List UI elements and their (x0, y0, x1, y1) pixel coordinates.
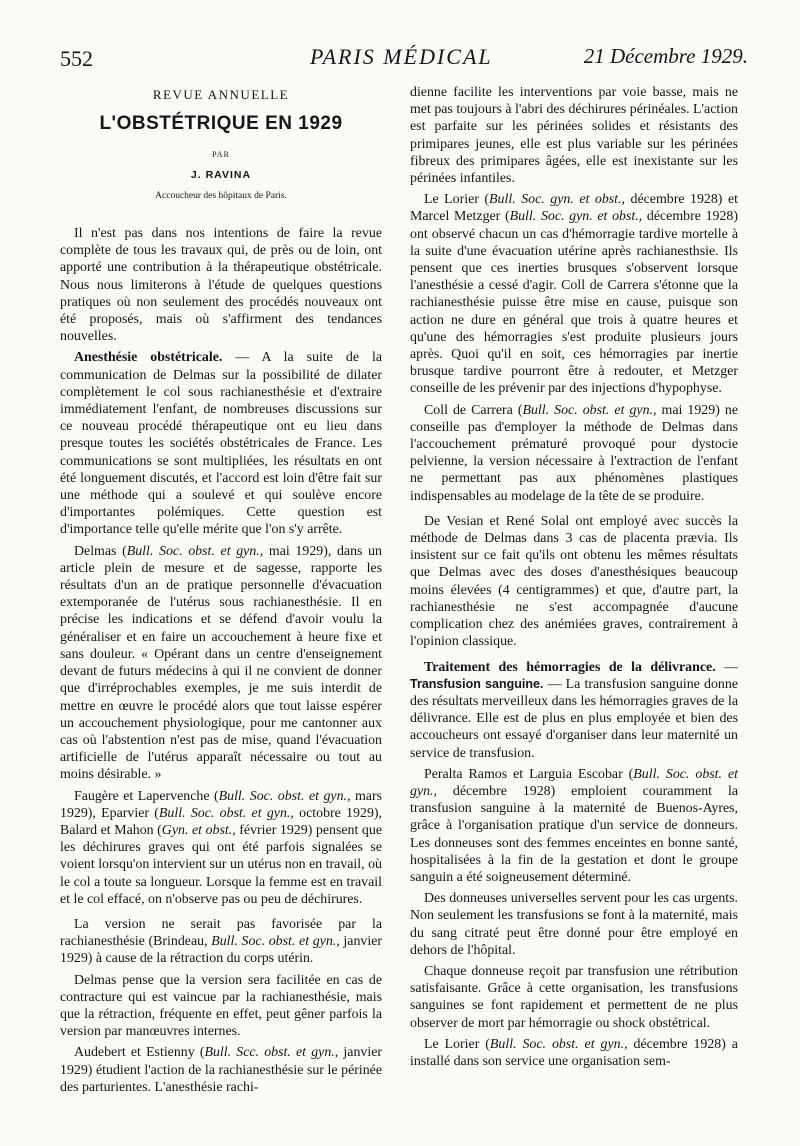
journal-reference: Bull. Soc. obst. et gyn., (211, 934, 340, 950)
paragraph-text: décembre 1928) et Marcel Metzger ( (410, 192, 738, 225)
coll-paragraph (410, 402, 738, 505)
intro-paragraph: Il n'est pas dans nos intentions de faire la revue complète de tous les travaux qui, de près ou de loin, ont apporté une contribution à la thérapeutique obstétricale. Nous nous limiterons à l'étude de quelques questions pratiques où non seulement des procédés nouveaux ont été proposés, mais où s'affirment des tendances nouvelles. (60, 226, 382, 345)
delmas-paragraph (60, 543, 382, 784)
paragraph-text: mai 1929) ne conseille pas d'employer la méthode de Delmas dans l'accouchement prématuré provoqué pour dystocie pelvienne, la version nécessaire à l'extraction de l'enfant ne permettant pas aux phénomènes plastiques indispensables au modelage de la tête de se produire. (410, 402, 738, 504)
faugere-paragraph (60, 788, 382, 908)
journal-reference: Bull. Soc. obst. et gyn., (410, 766, 738, 799)
traitement-heading: Traitement des hémorragies de la délivrance. (424, 659, 716, 675)
journal-reference: Bull. Soc. obst. et gyn., (489, 1036, 628, 1052)
page-header (60, 44, 748, 76)
paragraph-text: janvier 1929) à cause de la rétraction du corps utérin. (60, 934, 382, 967)
journal-reference: Gyn. et obst., (161, 822, 236, 838)
anesthesia-body: — A la suite de la communication de Delmas sur la possibilité de dilater complètement le col sous rachianesthésie et d'extraire immédiatement l'enfant, de nombreuses discussions sur ce nouveau procédé thérapeutique ont eu lieu dans presque toutes les sociétés obstétricales de France. Les communications se sont multipliées, les résultats en ont été longuement discutés, et l'accord est loin d'être fait sur une méthode qui a soulevé et qui soulève encore d'importantes polémiques. Cette question est d'importance telle qu'elle mérite que l'on s'y arrête. (60, 350, 382, 538)
paragraph-text: Audebert et Estienny ( (74, 1045, 205, 1061)
page-number: 552 (60, 46, 93, 71)
vesian-paragraph: De Vesian et René Solal ont employé avec succès la méthode de Delmas dans 3 cas de placenta prævia. Ils insistent sur ce fait qu'ils ont obtenu les mêmes résultats que Delmas avec des doses d'anesthésiques beaucoup moins élevées (4 centigrammes) et que, d'autre part, la rachianesthésie ne s'est accompagnée d'aucune complication chez des anémiées graves, contrairement à l'opinion classique. (410, 513, 738, 650)
paragraph-text: janvier 1929) étudient l'action de la rachianesthésie sur le périnée des parturientes. L'anesthésie rachi- (60, 1045, 382, 1095)
by-line: PAR (212, 150, 230, 160)
journal-reference: Bull. Soc. obst. et gyn., (522, 402, 657, 418)
chaque-paragraph: Chaque donneuse reçoit par transfusion une rétribution satisfaisante. Grâce à cette organisation, les transfusions sanguines se font rapidement et permettent de ne plus observer de mort par hémorragie ou shock obstétrical. (410, 963, 738, 1031)
journal-reference: Bull. Soc. gyn. et obst., (509, 209, 643, 225)
donneuses-paragraph: Des donneuses universelles servent pour les cas urgents. Non seulement les transfusions se font à la maternité, mais du sang citraté peut être donné pour être employé en dehors de l'hôpital. (410, 891, 738, 958)
journal-reference: Bull. Soc. obst. et gyn., (218, 788, 351, 804)
issue-date: 21 Décembre 1929. (583, 44, 748, 68)
paragraph-text: mars 1929), Eparvier ( (60, 788, 382, 821)
paragraph-text: Delmas ( (74, 543, 127, 559)
lorier-paragraph (410, 191, 738, 397)
anesthesia-heading: Anesthésie obstétricale. (74, 350, 223, 366)
paragraph-text: Le Lorier ( (424, 192, 490, 208)
author-name: J. RAVINA (190, 168, 252, 181)
paragraph-text: décembre 1928) a installé dans son service une organisation sem- (410, 1036, 738, 1069)
right-column (410, 84, 738, 1074)
paragraph-text: Coll de Carrera ( (424, 402, 523, 418)
paragraph-text: mai 1929), dans un article plein de mesure et de sagesse, rapporte les résultats d'un an de pratique personnelle d'évacuation extemporanée de l'utérus sous rachianesthésie. Il en précise les indications et se défend d'avoir voulu la généraliser et en faire un accouchement à heure fixe et sans douleur. « Opérant dans un centre d'enseignement devant de futurs médecins à qui il ne convient de donner que d'irréprochables exemples, je me suis interdit de mettre en œuvre le procédé alors que tout laisse espérer un accouchement physiologique, pour me cantonner aux cas où l'abstention n'est pas de mise, quand l'évacuation artificielle de l'utérus apparaît nécessaire ou tout au moins désirable. » (60, 543, 383, 783)
author-affiliation: Accoucheur des hôpitaux de Paris. (155, 190, 287, 201)
paragraph-text: décembre 1928) emploient couramment la transfusion sanguine à la maternité de Buenos-Ayres, grâce à l'organisation pratique d'un service de donneurs. Les donneuses sont des femmes enceintes en bonne santé, hospitalisées à la fin de la gestation et dont le groupe sanguin a été soigneusement déterminé. (410, 783, 738, 885)
delmas-pense-paragraph: Delmas pense que la version sera facilitée en cas de contracture qui est vaincue par la rachianesthésie, mais que la rétraction, fréquente en effet, peut gêner parfois la version par manœuvres internes. (60, 972, 382, 1040)
journal-reference: Bull. Soc. obst. et gyn., (158, 805, 294, 821)
journal-reference: Bull. Soc. gyn. et obst., (489, 192, 625, 208)
traitement-paragraph: Traitement des hémorragies de la délivrance. — Transfusion sanguine. — La transfusion sanguine donne des résultats merveilleux dans les hémorragies graves de la délivrance. Elle est de plus en plus employée et bien des accoucheurs ont essayé d'organiser dans leur maternité un service de transfusion. (410, 659, 738, 761)
anesthesia-paragraph (60, 349, 382, 538)
section-label: REVUE ANNUELLE (152, 87, 290, 102)
paragraph-text: décembre 1928) ont observé chacun un cas d'hémorragie tardive mortelle à la suite d'une évacuation utérine après rachianesthsie. Ils pensent que ces inerties brusques s'observent lorsque l'anesthésie a cessé d'agir. Coll de Carrera s'étonne que la rachianesthésie puisse être mise en cause, puisque son action ne dure en général que trois à quatre heures et qu'une des hémorragies s'est produite plusieurs jours après. Quoi qu'il en soit, ces hémorragies par inertie brusque tardive pourront être à redouter, et Metzger conseille de les prévenir par des injections d'hypophyse. (410, 209, 738, 397)
paragraph-text: Peralta Ramos et Larguia Escobar ( (424, 766, 634, 782)
paragraph-text: Faugère et Lapervenche ( (74, 788, 219, 804)
peralta-paragraph (410, 766, 738, 886)
paragraph-text: février 1929) pensent que les déchirures graves qui ont été parfois signalées se voient lorsqu'on intervient sur un utérus non en travail, où le col a toute sa longueur. Lorsque la femme est en travail et le col effacé, on n'observe pas ou peu de déchirures. (60, 822, 382, 907)
transfusion-heading: Transfusion sanguine. (410, 676, 544, 691)
journal-reference: Bull. Soc. obst. et gyn., (126, 543, 264, 559)
journal-reference: Bull. Scc. obst. et gyn., (204, 1045, 339, 1061)
lorier2-paragraph (410, 1036, 738, 1070)
journal-title: PARIS MÉDICAL (310, 44, 493, 69)
continued-paragraph: dienne facilite les interventions par voie basse, mais ne met pas toujours à l'abri des déchirures périnéales. L'action est parfaite sur les périnées solides et résistants des primipares jeunes, elle est plus variable sur les périnées fibreux des primipares âgées, elle est inexistante sur les périnées infantiles. (410, 85, 738, 187)
version-paragraph (60, 916, 382, 968)
paragraph-text: Le Lorier ( (424, 1036, 490, 1052)
audebert-paragraph (60, 1044, 382, 1096)
left-column (60, 84, 382, 1100)
paragraph-text: La version ne serait pas favorisée par la rachianesthésie (Brindeau, (60, 916, 382, 950)
article-title: L'OBSTÉTRIQUE EN 1929 (99, 113, 343, 135)
traitement-body: — La transfusion sanguine donne des résultats merveilleux dans les hémorragies graves de la délivrance. Elle est de plus en plus employée et bien des accoucheurs ont essayé d'organiser dans leur maternité un service de transfusion. (410, 676, 738, 761)
paragraph-text: octobre 1929), Balard et Mahon ( (60, 805, 382, 838)
